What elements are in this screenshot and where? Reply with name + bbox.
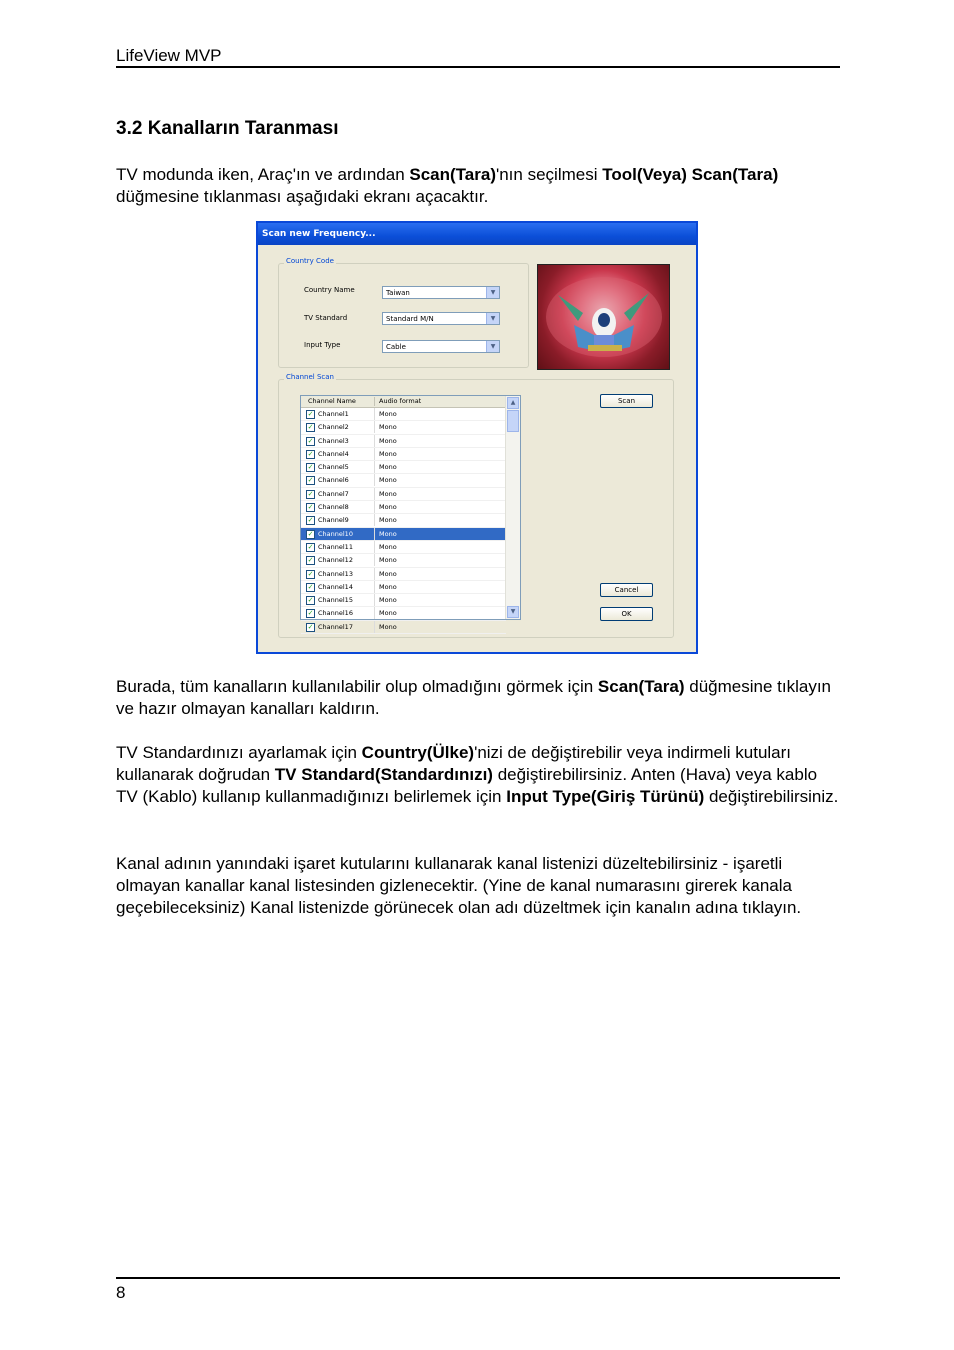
channel-audio-format: Mono [379,463,397,472]
country-name-value: Taiwan [386,289,410,297]
intro-paragraph: TV modunda iken, Araç'ın ve ardından Scan(Tara)'nın seçilmesi Tool(Veya) Scan(Tara) düğmesine tıklanması aşağıdaki ekranı açacaktır. [116,165,779,206]
channel-name[interactable]: Channel7 [318,489,349,498]
channel-row[interactable] [301,408,506,421]
channel-checkbox[interactable]: ✓ [307,503,314,512]
channel-checkbox[interactable]: ✓ [307,410,314,418]
header-title: LifeView MVP [116,46,222,65]
column-separator [374,621,375,633]
column-separator [374,448,375,460]
channel-audio-format: Mono [379,596,397,605]
channel-checkbox[interactable]: ✓ [307,463,314,472]
channel-checkbox[interactable]: ✓ [307,423,314,432]
column-separator [374,514,375,526]
column-separator [374,408,375,420]
channel-audio-format: Mono [379,449,397,458]
channel-row[interactable] [301,461,506,474]
scroll-up-icon[interactable]: ▲ [507,397,519,409]
cancel-button[interactable]: Cancel [600,583,653,597]
channel-audio-format: Mono [379,436,397,445]
channel-row[interactable] [301,568,506,581]
channel-checkbox[interactable]: ✓ [307,582,314,591]
country-name-select[interactable] [382,286,500,299]
channel-name[interactable]: Channel8 [318,503,349,512]
scan-dialog-screenshot [256,221,698,654]
header-rule [116,66,840,68]
channel-row[interactable] [301,528,506,541]
tv-standard-value: Standard M/N [386,315,434,323]
channel-checkbox[interactable]: ✓ [307,622,314,631]
chevron-down-icon[interactable]: ▼ [486,341,499,352]
channel-audio-format: Mono [379,582,397,591]
channel-row[interactable] [301,474,506,487]
channel-rows [301,408,506,634]
column-separator [374,528,375,540]
channel-name[interactable]: Channel9 [318,516,349,525]
input-type-value: Cable [386,343,406,351]
country-code-legend: Country Code [286,257,334,265]
channel-checkbox[interactable]: ✓ [307,529,314,538]
channel-checkbox[interactable]: ✓ [307,569,314,578]
channel-name[interactable]: Channel6 [318,476,349,485]
channel-name[interactable]: Channel1 [318,410,349,418]
channel-list[interactable] [300,395,521,631]
tv-standard-select[interactable] [382,312,500,325]
channel-audio-format: Mono [379,489,397,498]
channel-checkbox[interactable]: ✓ [307,596,314,605]
channel-checkbox[interactable]: ✓ [307,436,314,445]
channel-audio-format: Mono [379,556,397,565]
channel-row[interactable] [301,607,506,620]
channel-row[interactable] [301,435,506,448]
tv-standard-paragraph: TV Standardınızı ayarlamak için Country(Ülke)'nizi de değiştirebilir veya indirmeli kutuları kullanarak doğrudan TV Standard(Standardınızı) değiştirebilirsiniz. Anten (Hava) veya kablo TV (Kablo) kullanıp kullanmadığınızı belirlemek için Input Type(Giriş Türünü) değiştirebilirsiniz. [116,743,839,806]
channel-name[interactable]: Channel4 [318,449,349,458]
column-separator [374,541,375,553]
channel-name[interactable]: Channel14 [318,582,353,591]
channel-row[interactable] [301,621,506,634]
channel-row[interactable] [301,421,506,434]
country-name-label: Country Name [304,286,355,294]
column-separator [374,568,375,580]
column-separator [374,421,375,433]
tv-standard-label: TV Standard [304,314,348,322]
channel-name[interactable]: Channel17 [318,622,353,631]
channel-row[interactable] [301,514,506,527]
channel-audio-format: Mono [379,503,397,512]
column-separator [374,501,375,513]
channel-row[interactable] [301,501,506,514]
scan-paragraph: Burada, tüm kanalların kullanılabilir olup olmadığını görmek için Scan(Tara) düğmesine tıklayın ve hazır olmayan kanalları kaldırın. [116,677,831,718]
channel-row[interactable] [301,541,506,554]
ok-button[interactable]: OK [600,607,653,621]
channel-checkbox[interactable]: ✓ [307,542,314,551]
channel-audio-format: Mono [379,516,397,525]
column-separator [374,474,375,486]
column-separator [374,554,375,566]
dialog-titlebar: Scan new Frequency... [258,223,696,245]
channel-name[interactable]: Channel10 [318,529,353,538]
channel-audio-format: Mono [379,410,397,418]
channel-list-header [301,396,506,408]
input-type-label: Input Type [304,341,341,349]
channel-name[interactable]: Channel3 [318,436,349,445]
channel-checkbox[interactable]: ✓ [307,556,314,565]
channel-row[interactable] [301,594,506,607]
channel-name[interactable]: Channel5 [318,463,349,472]
column-separator [374,488,375,500]
channel-list-scrollbar[interactable] [505,396,520,619]
column-separator [374,461,375,473]
channel-audio-format: Mono [379,622,397,631]
channel-row[interactable] [301,554,506,567]
channel-audio-format: Mono [379,529,397,538]
channel-scan-legend: Channel Scan [286,373,334,381]
preview-scene [538,265,669,369]
column-separator [374,397,375,406]
channel-name[interactable]: Channel12 [318,556,353,565]
channel-audio-format: Mono [379,569,397,578]
channel-audio-format: Mono [379,476,397,485]
scan-button[interactable]: Scan [600,394,653,408]
channel-row[interactable] [301,581,506,594]
channel-checkbox[interactable]: ✓ [307,449,314,458]
chevron-down-icon[interactable]: ▼ [486,287,499,298]
column-separator [374,581,375,593]
tv-preview-image [537,264,670,370]
channel-audio-format: Mono [379,609,397,618]
channel-name[interactable]: Channel15 [318,596,353,605]
page-number: 8 [116,1283,126,1302]
channel-name[interactable]: Channel11 [318,542,353,551]
input-type-select[interactable] [382,340,500,353]
channel-checkbox[interactable]: ✓ [307,609,314,618]
chevron-down-icon[interactable]: ▼ [486,313,499,324]
column-audio-format[interactable]: Audio format [379,397,422,405]
channel-list-paragraph: Kanal adının yanındaki işaret kutularını kullanarak kanal listenizi düzeltebilirsiniz - işaretli olmayan kanallar kanal listesinden gizlenecektir. (Yine de kanal numarasını girerek kanala geçebileceksiniz) Kanal listenizde görünecek olan adı düzeltmek için kanalın adına tıklayın. [116,854,802,917]
column-separator [374,594,375,606]
channel-audio-format: Mono [379,423,397,432]
channel-row[interactable] [301,448,506,461]
channel-name[interactable]: Channel2 [318,423,349,432]
channel-checkbox[interactable]: ✓ [307,489,314,498]
footer-rule [116,1277,840,1279]
channel-checkbox[interactable]: ✓ [307,476,314,485]
channel-checkbox[interactable]: ✓ [307,516,314,525]
channel-audio-format: Mono [379,542,397,551]
column-channel-name[interactable]: Channel Name [308,397,356,405]
scroll-down-icon[interactable]: ▼ [507,606,519,618]
channel-name[interactable]: Channel13 [318,569,353,578]
column-separator [374,607,375,619]
scroll-thumb[interactable] [507,410,519,432]
channel-name[interactable]: Channel16 [318,609,353,618]
column-separator [374,435,375,447]
section-heading: 3.2 Kanalların Taranması [116,118,339,139]
channel-row[interactable] [301,488,506,501]
